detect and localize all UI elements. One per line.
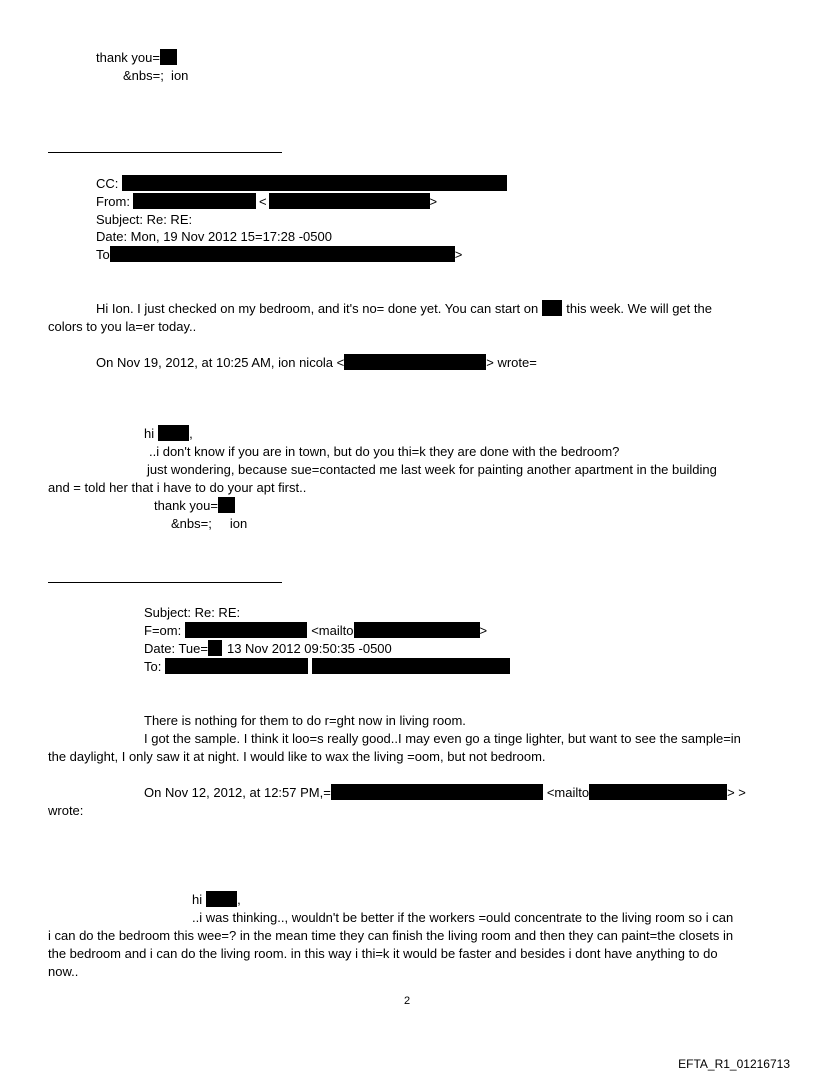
closing-line (96, 49, 177, 66)
angle-open: < (258, 194, 267, 209)
greeting (144, 425, 193, 442)
cc-label: CC: (96, 176, 119, 191)
angle-close: > (454, 247, 463, 262)
quote-text: > wrote= (486, 355, 537, 370)
subject-line: Subject: Re: RE: (144, 605, 241, 620)
redaction (331, 784, 543, 800)
redaction (354, 622, 480, 638)
reply-line: the daylight, I only saw it at night. I would like to wax the living =oom, but not bedroom. (48, 749, 546, 764)
closing-line (154, 497, 235, 514)
redaction (185, 622, 307, 638)
redaction (312, 658, 510, 674)
divider (48, 582, 282, 583)
from-label: F=om: (144, 623, 182, 638)
signature: &nbs=; ion (123, 68, 189, 83)
date-line (144, 640, 392, 657)
reply-text: this week. We will get the (566, 301, 712, 316)
quote-text: On Nov 12, 2012, at 12:57 PM,= (144, 785, 331, 800)
thanks-text: thank you= (154, 498, 218, 513)
redaction (344, 354, 486, 370)
cc-line (96, 175, 507, 192)
redaction (160, 49, 177, 65)
reply-line: I got the sample. I think it loo=s really good..I may even go a tinge lighter, but want to see the sample=in (144, 731, 741, 746)
redaction (206, 891, 237, 907)
message-line: i can do the bedroom this wee=? in the mean time they can finish the living room and then they can paint=the closets in (48, 928, 734, 943)
divider (48, 152, 282, 153)
greeting-text: hi (144, 426, 155, 441)
reply-line: colors to you la=er today.. (48, 319, 197, 334)
to-line (96, 246, 462, 263)
greeting (192, 891, 241, 908)
redaction (208, 640, 222, 656)
greeting-comma: , (237, 892, 241, 907)
from-label: From: (96, 194, 130, 209)
redaction (110, 246, 455, 262)
message-line: just wondering, because sue=contacted me last week for painting another apartment in the building (147, 462, 717, 477)
redaction (269, 193, 430, 209)
to-label: To: (144, 659, 162, 674)
document-id: EFTA_R1_01216713 (678, 1057, 790, 1071)
redaction (158, 425, 189, 441)
message-line: ..i don't know if you are in town, but do you thi=k they are done with the bedroom? (149, 444, 620, 459)
from-line (144, 622, 487, 639)
wrote-text: wrote: (48, 803, 84, 818)
redaction (165, 658, 308, 674)
redaction (133, 193, 256, 209)
angle-close: > (479, 623, 488, 638)
signature: &nbs=; ion (171, 516, 248, 531)
greeting-comma: , (189, 426, 193, 441)
from-line (96, 193, 437, 210)
angle-close: > > (727, 785, 746, 800)
mailto-text: <mailto (311, 623, 354, 638)
date-line: Date: Mon, 19 Nov 2012 15=17:28 -0500 (96, 229, 332, 244)
greeting-text: hi (192, 892, 203, 907)
redaction (218, 497, 235, 513)
message-line: the bedroom and i can do the living room. in this way i thi=k it would be faster and besides i dont have anything to do (48, 946, 718, 961)
redaction (122, 175, 507, 191)
thanks-text: thank you= (96, 50, 160, 65)
date-label: Date: Tue= (144, 641, 208, 656)
redaction (589, 784, 727, 800)
subject-line: Subject: Re: RE: (96, 212, 193, 227)
quote-header (96, 354, 537, 371)
message-line: ..i was thinking.., wouldn't be better if the workers =ould concentrate to the living room so i can (192, 910, 734, 925)
to-line (144, 658, 510, 675)
reply-line (96, 300, 712, 317)
reply-text: Hi Ion. I just checked on my bedroom, and it's no= done yet. You can start on (96, 301, 539, 316)
page-number: 2 (404, 995, 411, 1007)
angle-close: > (429, 194, 438, 209)
quote-text: On Nov 19, 2012, at 10:25 AM, ion nicola < (96, 355, 345, 370)
quote-header (144, 784, 746, 801)
message-line: now.. (48, 964, 79, 979)
to-label: To (96, 247, 110, 262)
date-value: 13 Nov 2012 09:50:35 -0500 (226, 641, 392, 656)
redaction (542, 300, 562, 316)
message-line: and = told her that i have to do your apt first.. (48, 480, 307, 495)
reply-line: There is nothing for them to do r=ght now in living room. (144, 713, 466, 728)
mailto-text: <mailto (546, 785, 590, 800)
